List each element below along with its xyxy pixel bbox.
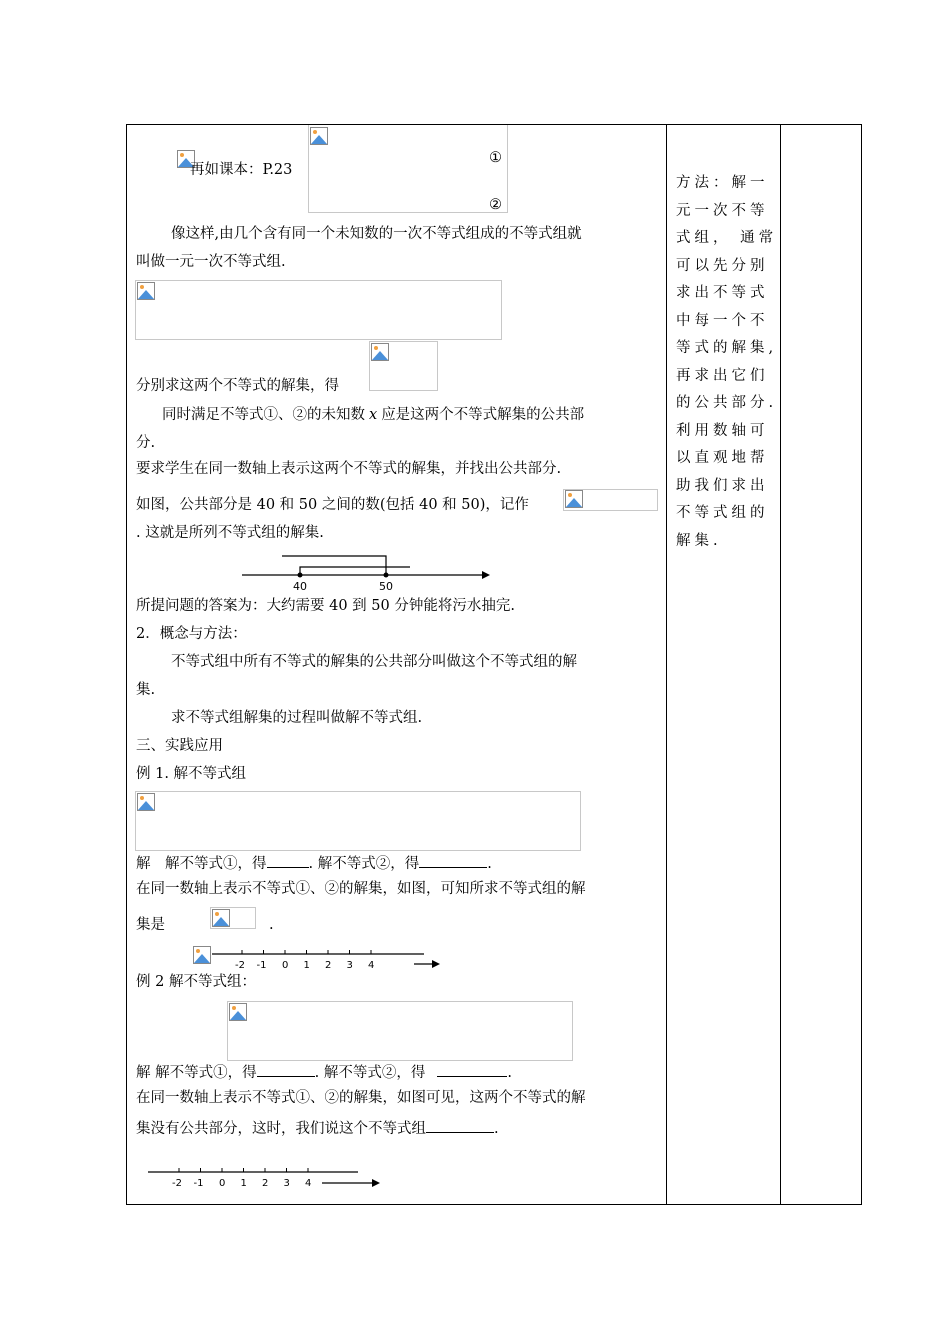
method-note [676,170,778,555]
text-line-19-end: . [269,917,274,933]
method-note-line: 解集. [676,532,722,549]
text-line-18: 在同一数轴上表示不等式①、②的解集，如图，可知所求不等式组的解 [136,881,586,897]
image-placeholder-icon [229,1003,247,1021]
formula-image-box-1 [308,125,508,213]
method-note-line: 助我们求出 [676,477,769,494]
text-line-3: 叫做一元一次不等式组. [136,254,286,270]
tick-label: -2 [235,960,245,971]
text-line-5: 同时满足不等式①、②的未知数 x 应是这两个不等式解集的公共部 [162,407,585,423]
tick-label: 3 [346,960,353,971]
method-note-line: 方法：解一 [676,175,769,191]
tick-label: 2 [325,960,332,971]
text-line-23: 集没有公共部分，这时，我们说这个不等式组 . [136,1116,499,1139]
column-divider-2 [780,124,781,1205]
text-line-21: 解 解不等式①，得 . 解不等式②，得 . [136,1060,512,1083]
method-note-line: 利用数轴可 [676,422,769,439]
text-line-2: 像这样,由几个含有同一个未知数的一次不等式组成的不等式组就 [171,226,582,242]
image-placeholder-icon [310,127,328,145]
formula-image-box-7 [227,1001,573,1061]
section-heading: 三、实践应用 [136,738,223,754]
image-placeholder-icon [212,909,230,927]
tick-label: 3 [283,1178,290,1189]
method-note-line: 元一次不等 [676,202,769,219]
text-line-6: 分. [136,435,156,451]
tick-label: 4 [368,960,375,971]
image-placeholder-icon [137,793,155,811]
tick-label: 40 [293,580,307,593]
number-line-1 [240,550,496,594]
tick-label: 50 [379,580,393,593]
text-line-8: 如图，公共部分是 40 和 50 之间的数(包括 40 和 50)，记作 [136,497,529,513]
image-placeholder-icon [565,490,583,508]
number-line-3 [146,1162,386,1192]
method-note-line: 的公共部分. [676,395,778,411]
tick-label: 4 [305,1178,312,1189]
formula-image-box-5 [135,791,581,851]
tick-label: 0 [219,1178,226,1189]
method-note-line: 等式的解集, [676,340,778,356]
text-line-11: 2．概念与方法： [136,626,247,642]
method-note-line: 求出不等式 [676,285,769,301]
method-note-line: 可以先分别 [676,257,769,274]
tick-label: 1 [240,1178,247,1189]
method-note-line: 式组， 通常 [676,230,778,246]
text-line-9: . 这就是所列不等式组的解集. [136,525,324,541]
image-placeholder-icon [137,282,155,300]
text-line-10: 所提问题的答案为：大约需要 40 到 50 分钟能将污水抽完. [136,598,515,614]
formula-image-box-2 [135,280,502,340]
text-line-1: 再如课本：P.23 [190,162,293,178]
text-line-13: 集. [136,682,156,698]
circled-number-2: ② [489,197,502,213]
method-note-line: 以直观地帮 [676,450,769,466]
tick-label: 2 [262,1178,269,1189]
tick-label: -2 [172,1178,182,1189]
image-placeholder-icon [193,946,211,964]
text-line-7: 要求学生在同一数轴上表示这两个不等式的解集，并找出公共部分. [136,461,562,477]
text-line-19: 集是 [136,917,165,933]
tick-label: -1 [256,960,267,971]
method-note-line: 中每一个不 [676,312,769,329]
tick-label: 0 [282,960,289,971]
text-line-4: 分别求这两个不等式的解集，得 [136,378,339,394]
column-divider-1 [666,124,667,1205]
method-note-line: 不等式组的 [676,505,769,521]
method-note-line: 再求出它们 [676,367,769,384]
tick-label: -1 [193,1178,204,1189]
text-line-14: 求不等式组解集的过程叫做解不等式组. [171,710,423,726]
example-1-title: 例 1. 解不等式组 [136,766,247,782]
text-line-12: 不等式组中所有不等式的解集的公共部分叫做这个不等式组的解 [171,654,577,670]
number-line-2 [210,944,446,974]
text-line-22: 在同一数轴上表示不等式①、②的解集，如图可见，这两个不等式的解 [136,1090,586,1106]
tick-label: 1 [303,960,310,971]
example-2-title: 例 2 解不等式组： [136,974,256,990]
text-line-17: 解 解不等式①，得 . 解不等式②，得 . [136,851,492,874]
circled-number-1: ① [489,150,502,166]
image-placeholder-icon [371,343,389,361]
